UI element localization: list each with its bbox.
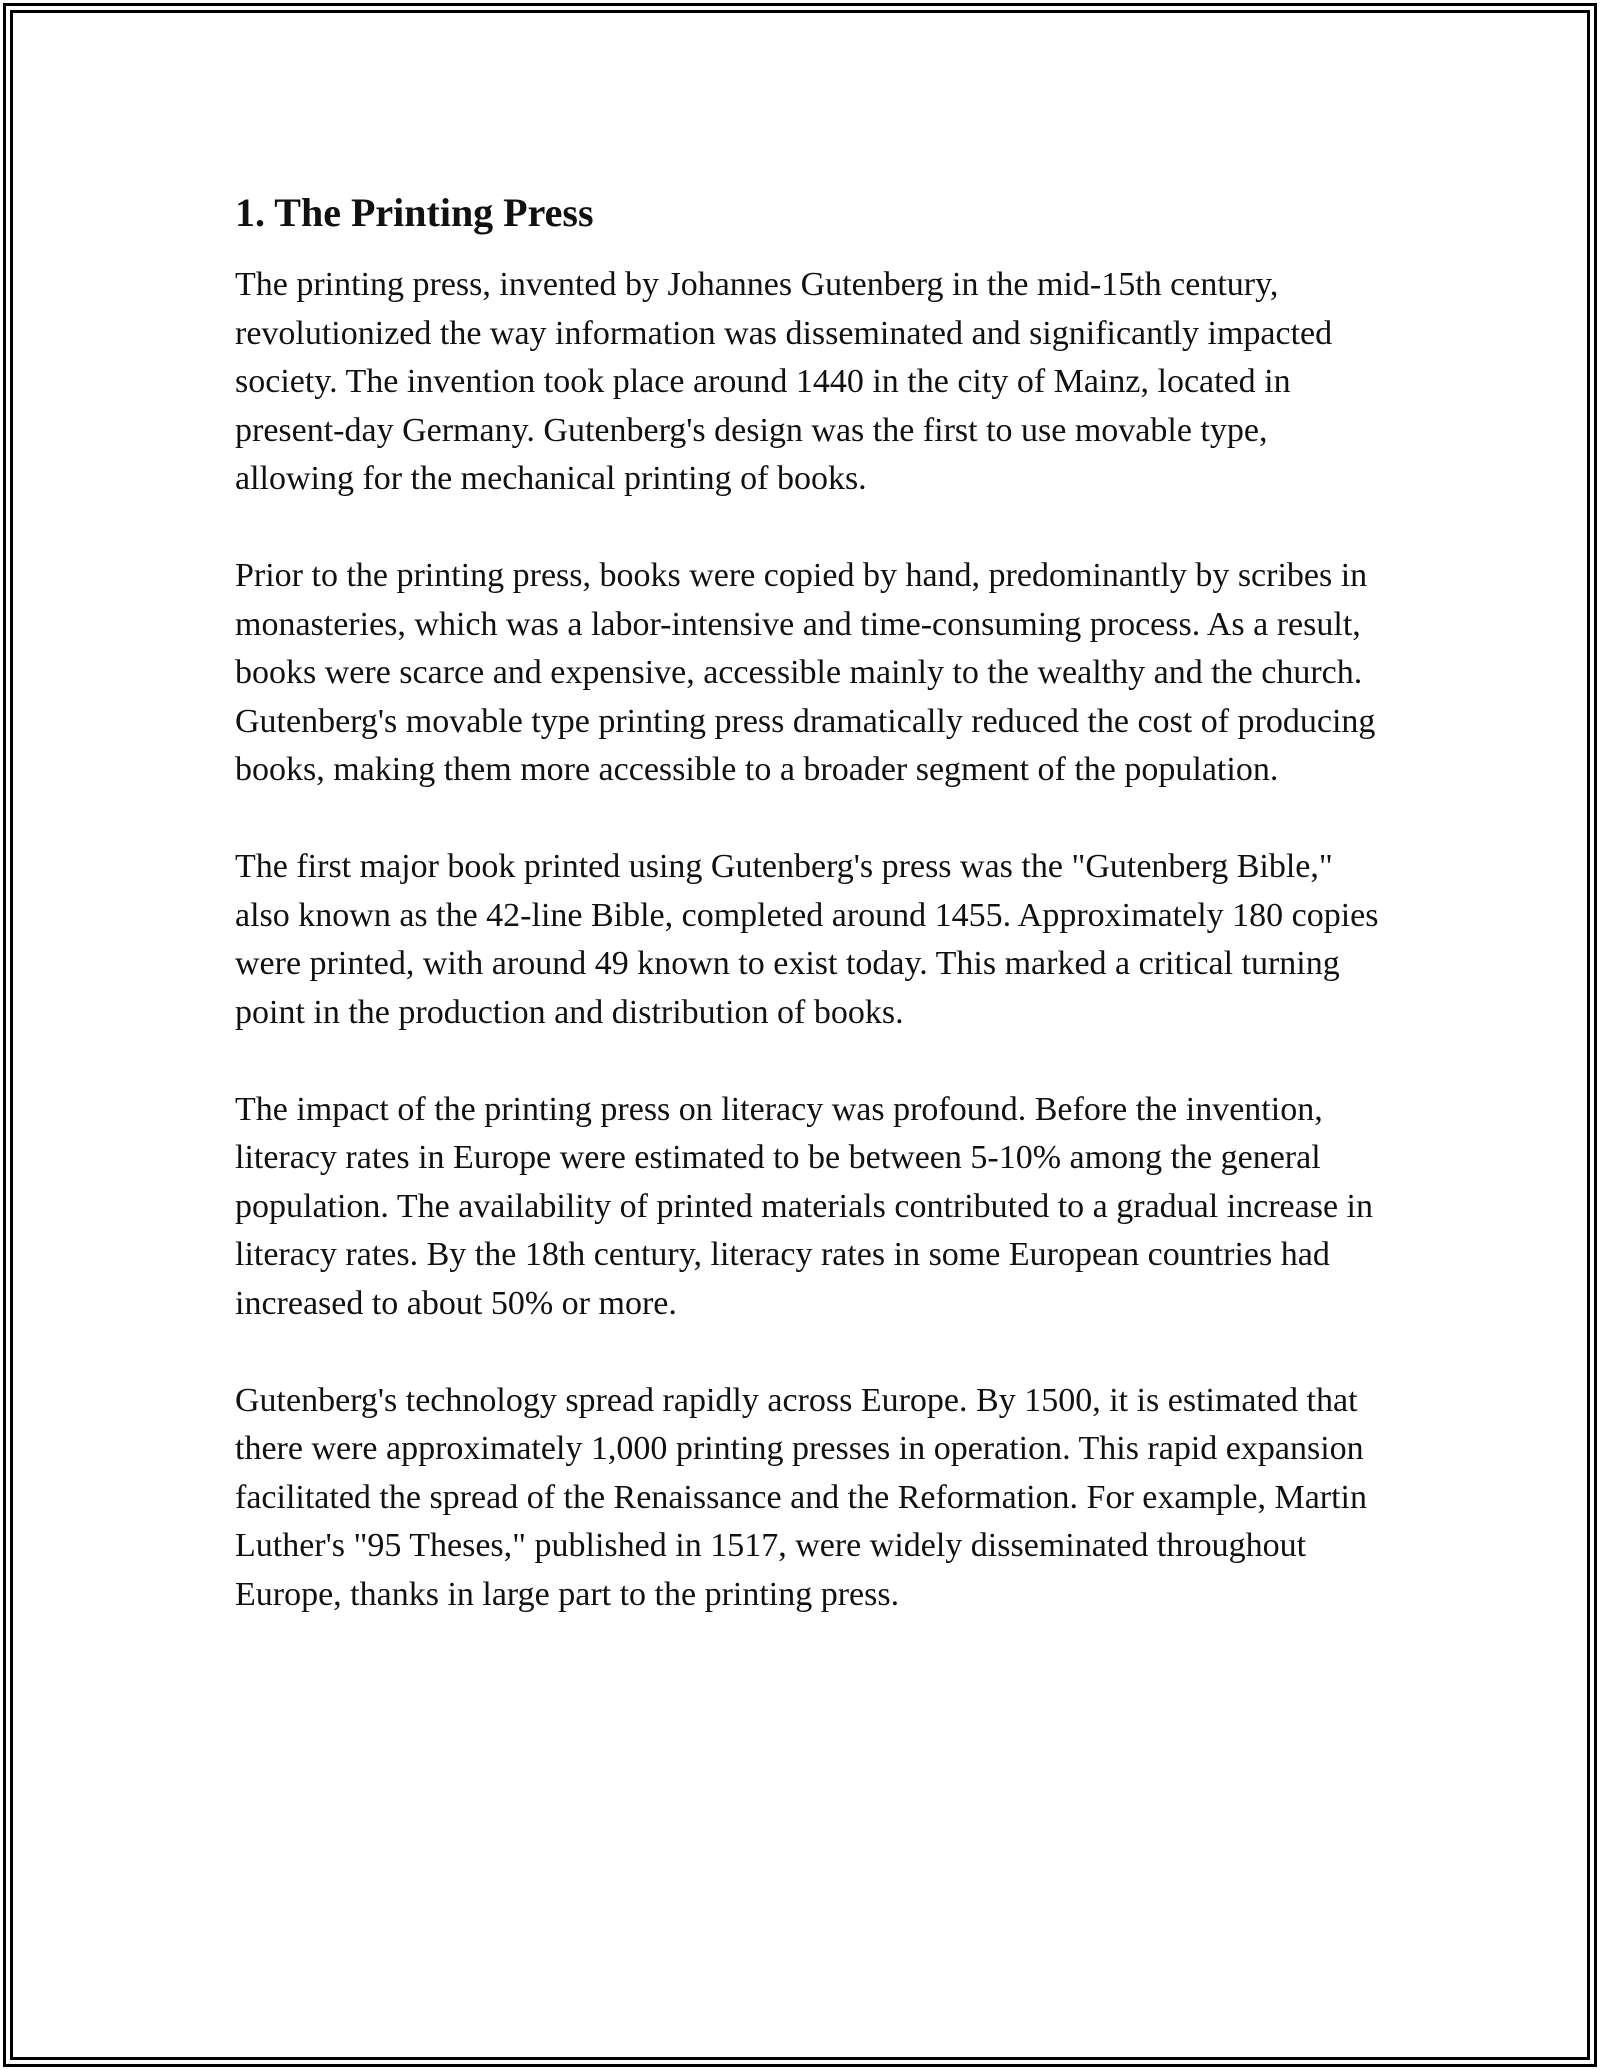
paragraph-spread: Gutenberg's technology spread rapidly across Europe. By 1500, it is estimated that there were approximately 1,000 printing presses in operation. This rapid expansion facilitated the spread of the Renaissance and the Reformation. For example, Martin Luther's "95 Theses," published in 1517, were widely disseminated throughout Europe, thanks in large part to the printing press. xyxy=(235,1381,1367,1613)
document-body xyxy=(235,185,1385,1668)
section-title: 1. The Printing Press xyxy=(235,190,594,235)
paragraph-literacy: The impact of the printing press on literacy was profound. Before the invention, literacy rates in Europe were estimated to be between 5-10% among the general population. The availability of printed materials contributed to a gradual increase in literacy rates. By the 18th century, literacy rates in some European countries had increased to about 50% or more. xyxy=(235,1090,1374,1322)
paragraph-before-press: Prior to the printing press, books were copied by hand, predominantly by scribes in monasteries, which was a labor-intensive and time-consuming process. As a result, books were scarce and expensive, accessible mainly to the wealthy and the church. Gutenberg's movable type printing press dramatically reduced the cost of producing books, making them more accessible to a broader segment of the population. xyxy=(235,557,1376,788)
paragraph-invention: The printing press, invented by Johannes Gutenberg in the mid-15th century, revolutionized the way information was disseminated and significantly impacted society. The invention took place around 1440 in the city of Mainz, located in present-day Germany. Gutenberg's design was the first to use movable type, allowing for the mechanical printing of books. xyxy=(235,266,1333,497)
paragraph-gutenberg-bible: The first major book printed using Gutenberg's press was the "Gutenberg Bible," also known as the 42-line Bible, completed around 1455. Approximately 180 copies were printed, with around 49 known to exist today. This marked a critical turning point in the production and distribution of books. xyxy=(235,848,1379,1031)
